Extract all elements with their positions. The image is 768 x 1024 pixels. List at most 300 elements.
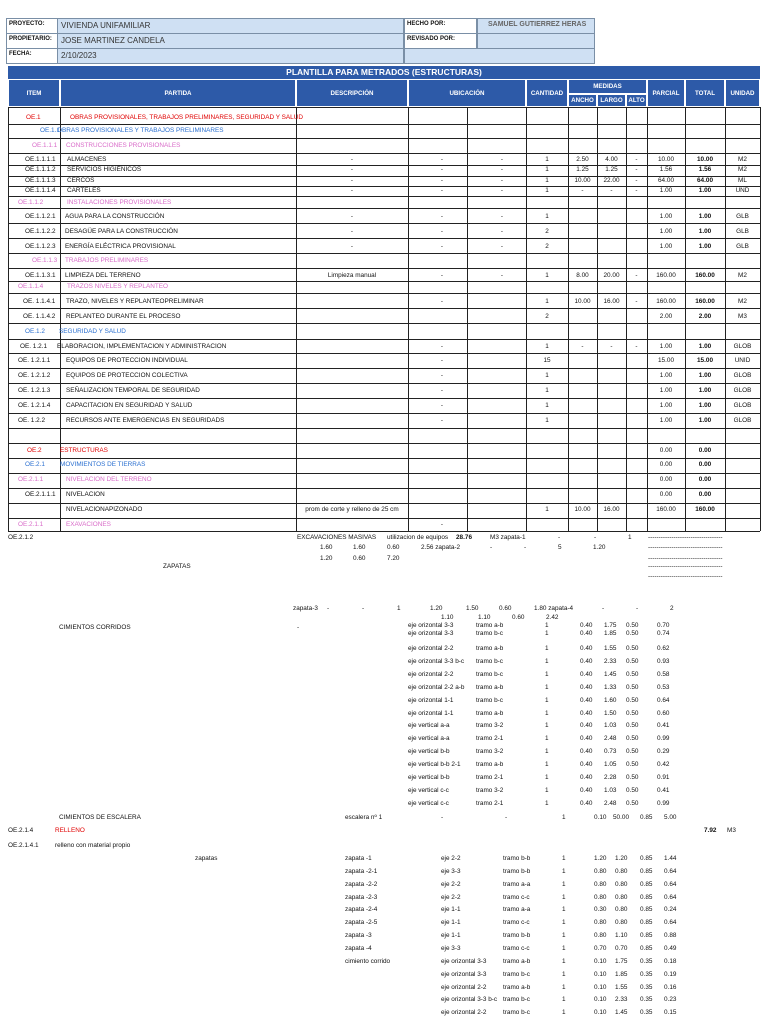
calc-cell: 1.50 [466,605,479,612]
row-partida: OBRAS PROVISIONALES Y TRABAJOS PRELIMINARES [57,126,224,134]
row-descripcion: - [350,177,354,184]
relleno-parcial: 0.64 [664,880,677,888]
relleno-largo: 1.20 [615,855,628,862]
row-total: 0.00 [698,476,712,483]
cimiento-parcial: 0.58 [657,670,670,678]
relleno-cantidad: 1 [562,1009,566,1017]
cimiento-tramo: tramo a-b [476,761,504,769]
relleno-eje: eje orizontal 3-3 [441,957,487,965]
row-alto: - [635,187,638,194]
relleno-eje: eje orizontal 2-2 [441,1009,487,1017]
row-parcial: 1.00 [659,227,673,235]
col-largo: LARGO [597,94,626,107]
calc-cell: ----------------------------------- [648,534,723,541]
calc-cell: 0.60 [512,614,525,621]
row-unidad: GLOB [733,343,752,350]
relleno-cantidad: 1 [562,867,566,875]
row-cantidad: 1 [545,343,549,350]
grid-hline [8,223,760,224]
cimiento-eje: eje vertical b-b 2-1 [408,761,461,769]
relleno-largo: 0.80 [615,880,628,888]
row-unidad: ML [738,177,747,184]
row-largo: - [610,187,613,194]
calc-cell: 1.20 [320,555,333,562]
row-item-code: OE.2.1.1 [18,521,44,528]
row-largo: 4.00 [605,156,618,163]
row-parcial: 1.00 [659,402,673,409]
relleno-ancho: 0.30 [594,906,607,914]
row-partida: REPLANTEO DURANTE EL PROCESO [66,312,181,320]
escalera-ub1: - [441,814,444,821]
cimiento-alto: 0.50 [626,622,639,629]
row-item-code: OE.1.1.2.3 [25,242,56,250]
cimiento-eje: eje vertical a-a [408,735,450,743]
relleno-eje: eje 1-1 [441,919,461,927]
sheet-title: PLANTILLA PARA METRADOS (ESTRUCTURAS) [8,66,760,79]
row-total: 1.00 [698,402,712,409]
cimiento-parcial: 0.41 [657,786,670,794]
row-unidad: M2 [738,297,747,305]
row-cantidad: 1 [545,506,549,513]
row-alto: - [635,166,638,173]
row-ubicacion: - [440,242,444,250]
grid-hline [8,488,760,489]
cimiento-ancho: 0.40 [580,748,593,756]
row-alto: - [635,177,638,184]
cimiento-alto: 0.50 [626,774,639,781]
cimiento-alto: 0.50 [626,645,639,652]
calc-cell: 1.60 [353,544,366,551]
relleno-cantidad: 1 [562,855,566,862]
fecha-value: 2/10/2023 [57,48,404,64]
row-parcial: 1.56 [659,166,673,173]
relleno-eje: eje 2-2 [441,880,461,888]
row-item-code: OE.1.1.1.1 [25,156,56,163]
relleno-elemento: zapata -4 [345,944,372,952]
row-partida: NIVELACIONAPIZONADO [66,506,143,513]
relleno-parcial: 0.23 [664,996,677,1004]
row-parcial: 1.00 [659,212,673,220]
cimiento-ancho: 0.40 [580,630,593,637]
cimiento-largo: 1.45 [604,670,617,678]
relleno-elemento: zapata -3 [345,932,372,940]
row-descripcion: - [350,187,354,194]
grid-hline [8,323,760,324]
row-ancho: - [581,187,584,194]
row-ubicacion-2: - [500,166,504,173]
row-partida: CAPACITACION EN SEGURIDAD Y SALUD [66,402,193,409]
grid-hline [8,208,760,209]
relleno-eje: eje orizontal 2-2 [441,983,487,991]
row-item-code: OE.1.1.1.3 [25,177,56,184]
row-total: 1.00 [698,417,712,424]
cimiento-largo: 1.85 [604,630,617,637]
row-total: 1.00 [698,187,712,194]
row-ubicacion: - [440,297,444,305]
relleno-ancho: 0.10 [594,957,607,965]
row-cantidad: 1 [545,402,549,409]
row-partida: OBRAS PROVISIONALES, TRABAJOS PRELIMINARES, SEGURIDAD Y SALUD [70,113,303,121]
grid-hline [8,238,760,239]
row-total: 160.00 [695,297,715,305]
row-ubicacion-2: - [500,227,504,235]
cimiento-cantidad: 1 [545,657,549,665]
row-cantidad: 1 [545,272,549,279]
calc-cell: OE.2.1.2 [8,534,34,541]
row-total: 10.00 [697,156,713,163]
cimiento-largo: 2.28 [604,774,617,781]
grid-vline [408,107,409,531]
cimiento-ancho: 0.40 [580,761,593,769]
cimiento-cantidad: 1 [545,683,549,691]
calc-cell: utilizacion de equipos [387,534,449,541]
grid-hline [8,353,760,354]
relleno-ancho: 0.10 [594,996,607,1004]
row-partida: ESTRUCTURAS [60,447,108,454]
relleno-sub-item: OE.2.1.4.1 [8,842,39,849]
relleno-elemento: cimiento corrido [345,957,391,965]
cimiento-alto: 0.50 [626,630,639,637]
cimiento-tramo: tramo 2-1 [476,774,504,781]
relleno-ancho: 1.20 [594,855,607,862]
cimiento-ancho: 0.40 [580,735,593,743]
row-partida: EQUIPOS DE PROTECCION COLECTIVA [66,372,188,379]
relleno-alto: 0.85 [640,855,653,862]
grid-hline [8,153,760,154]
calc-cell: 0.60 [499,605,512,612]
row-ubicacion-2: - [500,177,504,184]
relleno-largo: 1.10 [615,932,628,940]
row-item-code: OE. 1.1.4.1 [23,297,56,305]
calc-cell: ----------------------------------- [648,555,723,562]
grid-vline [467,107,468,531]
calc-cell: ZAPATAS [163,563,191,570]
calc-cell: - [558,534,561,541]
escalera-alto: 0.85 [640,814,653,821]
relleno-parcial: 0.49 [664,944,677,952]
grid-hline [8,443,760,444]
cimiento-parcial: 0.29 [657,748,670,756]
row-item-code: OE.1.2 [25,327,45,335]
col-parcial: PARCIAL [647,79,685,107]
cimiento-alto: 0.50 [626,748,639,756]
cimiento-alto: 0.50 [626,696,639,704]
row-parcial: 0.00 [659,461,673,468]
cimiento-eje: eje vertical c-c [408,786,449,794]
relleno-parcial: 0.18 [664,957,677,965]
row-partida: NIVELACION DEL TERRENO [66,476,152,483]
grid-hline [8,253,760,254]
revisado-label: REVISADO POR: [404,33,477,49]
row-item-code: OE.1.1.3 [32,256,58,264]
cimiento-largo: 0.73 [604,748,617,756]
row-ubicacion: - [440,372,444,379]
relleno-tramo: tramo a-b [503,957,531,965]
cimiento-ancho: 0.40 [580,645,593,652]
escalera-cantidad: 1 [562,814,566,821]
cimiento-cantidad: 1 [545,696,549,704]
relleno-cantidad: 1 [562,983,566,991]
relleno-tramo: tramo b-b [503,855,531,862]
relleno-tramo: tramo a-b [503,983,531,991]
cimiento-largo: 1.05 [604,761,617,769]
grid-hline [8,398,760,399]
cimiento-ancho: 0.40 [580,670,593,678]
relleno-elemento: zapata -2-5 [345,919,378,927]
relleno-alto: 0.85 [640,932,653,940]
row-unidad: M2 [738,272,747,279]
row-ancho: 10.00 [574,506,591,513]
row-parcial: 64.00 [658,177,674,184]
row-parcial: 0.00 [659,491,673,498]
relleno-largo: 0.80 [615,867,628,875]
row-item-code: OE. 1.1.4.2 [23,312,56,320]
relleno-largo: 0.70 [615,944,628,952]
cimiento-eje: eje vertical b-b [408,774,450,781]
cimiento-cantidad: 1 [545,630,549,637]
relleno-tramo: tramo b-c [503,1009,530,1017]
row-partida: CERCOS [67,177,95,184]
grid-hline [8,186,760,187]
calc-cell: - [602,605,605,612]
row-ubicacion-2: - [500,272,504,279]
row-parcial: 1.00 [659,343,673,350]
relleno-alto: 0.35 [640,957,653,965]
row-item-code: OE.1.1.1.2 [25,166,56,173]
relleno-parcial: 0.64 [664,919,677,927]
cimiento-cantidad: 1 [545,645,549,652]
col-descripcion: DESCRIPCIÓN [296,79,408,107]
cimiento-cantidad: 1 [545,622,549,629]
row-cantidad: 2 [545,312,549,320]
proyecto-value: VIVIENDA UNIFAMILIAR [57,18,404,34]
cimiento-parcial: 0.60 [657,709,670,717]
relleno-elemento: zapata -1 [345,855,372,862]
row-unidad: M3 [738,312,747,320]
cimiento-tramo: tramo 2-1 [476,799,504,807]
row-parcial: 1.00 [659,242,673,250]
cimiento-parcial: 0.62 [657,645,670,652]
relleno-eje: eje 1-1 [441,906,461,914]
cimiento-ancho: 0.40 [580,709,593,717]
row-cantidad: 2 [545,242,549,250]
calc-cell: 2.42 [546,614,559,621]
grid-hline [8,196,760,197]
row-unidad: GLOB [733,372,752,379]
relleno-tramo: tramo c-c [503,893,530,901]
row-largo: 16.00 [603,297,620,305]
cimiento-parcial: 0.53 [657,683,670,691]
relleno-ancho: 0.80 [594,867,607,875]
row-ubicacion: - [440,227,444,235]
relleno-elemento: zapata -2-1 [345,867,378,875]
cimiento-cantidad: 1 [545,761,549,769]
cimiento-alto: 0.50 [626,722,639,730]
relleno-ancho: 0.80 [594,919,607,927]
calc-cell: 7.20 [387,555,400,562]
grid-hline [8,413,760,414]
calc-cell: ----------------------------------- [648,544,723,551]
relleno-ancho: 0.80 [594,893,607,901]
calc-cell: 2 [670,605,674,612]
row-unidad: GLB [736,242,749,250]
row-cantidad: 15 [543,356,551,364]
relleno-alto: 0.85 [640,944,653,952]
cimiento-cantidad: 1 [545,799,549,807]
propietario-label: PROPIETARIO: [6,33,58,49]
row-unidad: GLOB [733,402,752,409]
row-descripcion: - [350,212,354,220]
cimiento-alto: 0.50 [626,709,639,717]
revisado-value [477,33,595,49]
cimiento-ancho: 0.40 [580,657,593,665]
cimiento-parcial: 0.99 [657,799,670,807]
row-partida: RECURSOS ANTE EMERGENCIAS EN SEGURIDADS [66,417,225,424]
hecho-value: SAMUEL GUTIERREZ HERAS [477,18,595,34]
row-cantidad: 1 [545,417,549,424]
row-partida: DESAGÜE PARA LA CONSTRUCCIÓN [65,227,178,235]
relleno-elemento: zapata -2-3 [345,893,378,901]
row-ubicacion: - [440,521,444,528]
calc-cell: - [490,544,493,551]
row-total: 0.00 [698,491,712,498]
calc-cell: 1.80 zapata-4 [534,605,574,612]
cimiento-alto: 0.50 [626,670,639,678]
relleno-eje: eje 3-3 [441,867,461,875]
cimiento-tramo: tramo a-b [476,709,504,717]
row-total: 1.00 [698,372,712,379]
relleno-eje: eje 2-2 [441,893,461,901]
grid-hline [8,383,760,384]
calc-cell: EXCAVACIONES MASIVAS [297,534,377,541]
row-alto: - [635,343,638,350]
calc-cell: 1.20 [593,544,606,551]
relleno-parcial: 0.15 [664,1009,677,1017]
row-item-code: OE.1.1.2.1 [25,212,56,220]
row-total: 1.00 [698,212,712,220]
row-unidad: UNID [734,356,751,364]
row-ubicacion-2: - [500,156,504,163]
cimiento-cantidad: 1 [545,786,549,794]
grid-hline [8,518,760,519]
row-total: 1.00 [698,227,712,235]
row-total: 0.00 [698,461,712,468]
grid-vline [8,107,9,531]
row-total: 160.00 [695,506,715,513]
relleno-tramo: tramo a-a [503,880,531,888]
cimiento-tramo: tramo a-b [476,683,504,691]
row-unidad: GLOB [733,417,752,424]
escalera-ub2: - [505,814,508,821]
cimiento-alto: 0.50 [626,683,639,691]
cimiento-largo: 2.33 [604,657,617,665]
row-cantidad: 1 [545,156,549,163]
grid-hline [8,281,760,282]
cimiento-tramo: tramo 3-2 [476,748,504,756]
cimiento-parcial: 0.64 [657,696,670,704]
relleno-alto: 0.35 [640,1009,653,1017]
row-partida: LIMPIEZA DEL TERRENO [65,272,141,279]
cimiento-largo: 2.48 [604,799,617,807]
row-item-code: OE.2.1 [25,461,45,468]
row-ubicacion-2: - [500,187,504,194]
fecha-label: FECHA: [6,48,58,64]
row-parcial: 1.00 [659,417,673,424]
row-item-code: OE.1.1.1 [32,141,58,149]
cimiento-eje: eje vertical c-c [408,799,449,807]
escalera-desc: escalera nº 1 [345,814,383,821]
zapatas-label: zapatas [195,855,218,862]
row-parcial: 160.00 [656,272,676,279]
calc-cell: - [362,605,365,612]
relleno-largo: 1.85 [615,970,628,978]
cimiento-largo: 1.75 [604,622,617,629]
row-ubicacion: - [440,356,444,364]
calc-cell: 5 [558,544,562,551]
calc-cell: 0.60 [353,555,366,562]
row-total: 1.00 [698,387,712,394]
row-ancho: 2.50 [576,156,589,163]
cimiento-cantidad: 1 [545,774,549,781]
relleno-ancho: 0.80 [594,880,607,888]
col-total: TOTAL [685,79,725,107]
cimiento-tramo: tramo b-c [476,657,503,665]
row-total: 1.56 [698,166,712,173]
row-item-code: OE.1.1.3.1 [25,272,56,279]
relleno-eje: eje orizontal 3-3 b-c [441,996,498,1004]
grid-hline [8,531,760,532]
row-cantidad: 1 [545,166,549,173]
row-ubicacion: - [440,417,444,424]
row-ubicacion: - [440,156,444,163]
calc-cell: - [327,605,330,612]
cimiento-parcial: 0.41 [657,722,670,730]
cimiento-cantidad: 1 [545,722,549,730]
row-descripcion: - [350,227,354,235]
row-ubicacion-2: - [500,212,504,220]
row-ubicacion: - [440,343,444,350]
hecho-label: HECHO POR: [404,18,477,34]
relleno-parcial: 0.16 [664,983,677,991]
grid-hline [8,293,760,294]
row-parcial: 1.00 [659,187,673,194]
row-largo: 1.25 [605,166,618,173]
cimiento-cantidad: 1 [545,709,549,717]
cimiento-eje: eje orizontal 1-1 [408,696,454,704]
row-ubicacion: - [440,166,444,173]
row-partida: SERVICIOS HIGIÉNICOS [67,166,142,173]
cimiento-eje: eje orizontal 2-2 a-b [408,683,465,691]
relleno-parcial: 0.88 [664,932,677,940]
relleno-largo: 0.80 [615,893,628,901]
cimiento-eje: eje vertical b-b [408,748,450,756]
cimiento-tramo: tramo a-b [476,622,504,629]
cimiento-eje: eje orizontal 1-1 [408,709,454,717]
row-partida: TRABAJOS PRELIMINARES [65,256,149,264]
relleno-ancho: 0.10 [594,970,607,978]
relleno-largo: 1.55 [615,983,628,991]
row-ancho: 1.25 [576,166,589,173]
row-ubicacion: - [440,272,444,279]
calc-cell: 0.60 [387,544,400,551]
row-ubicacion: - [440,177,444,184]
row-total: 1.00 [698,343,712,350]
row-parcial: 0.00 [659,476,673,483]
row-largo: 16.00 [603,506,620,513]
row-item-code: OE.1.1.1.4 [25,187,56,194]
relleno-alto: 0.35 [640,983,653,991]
row-cantidad: 2 [545,227,549,235]
